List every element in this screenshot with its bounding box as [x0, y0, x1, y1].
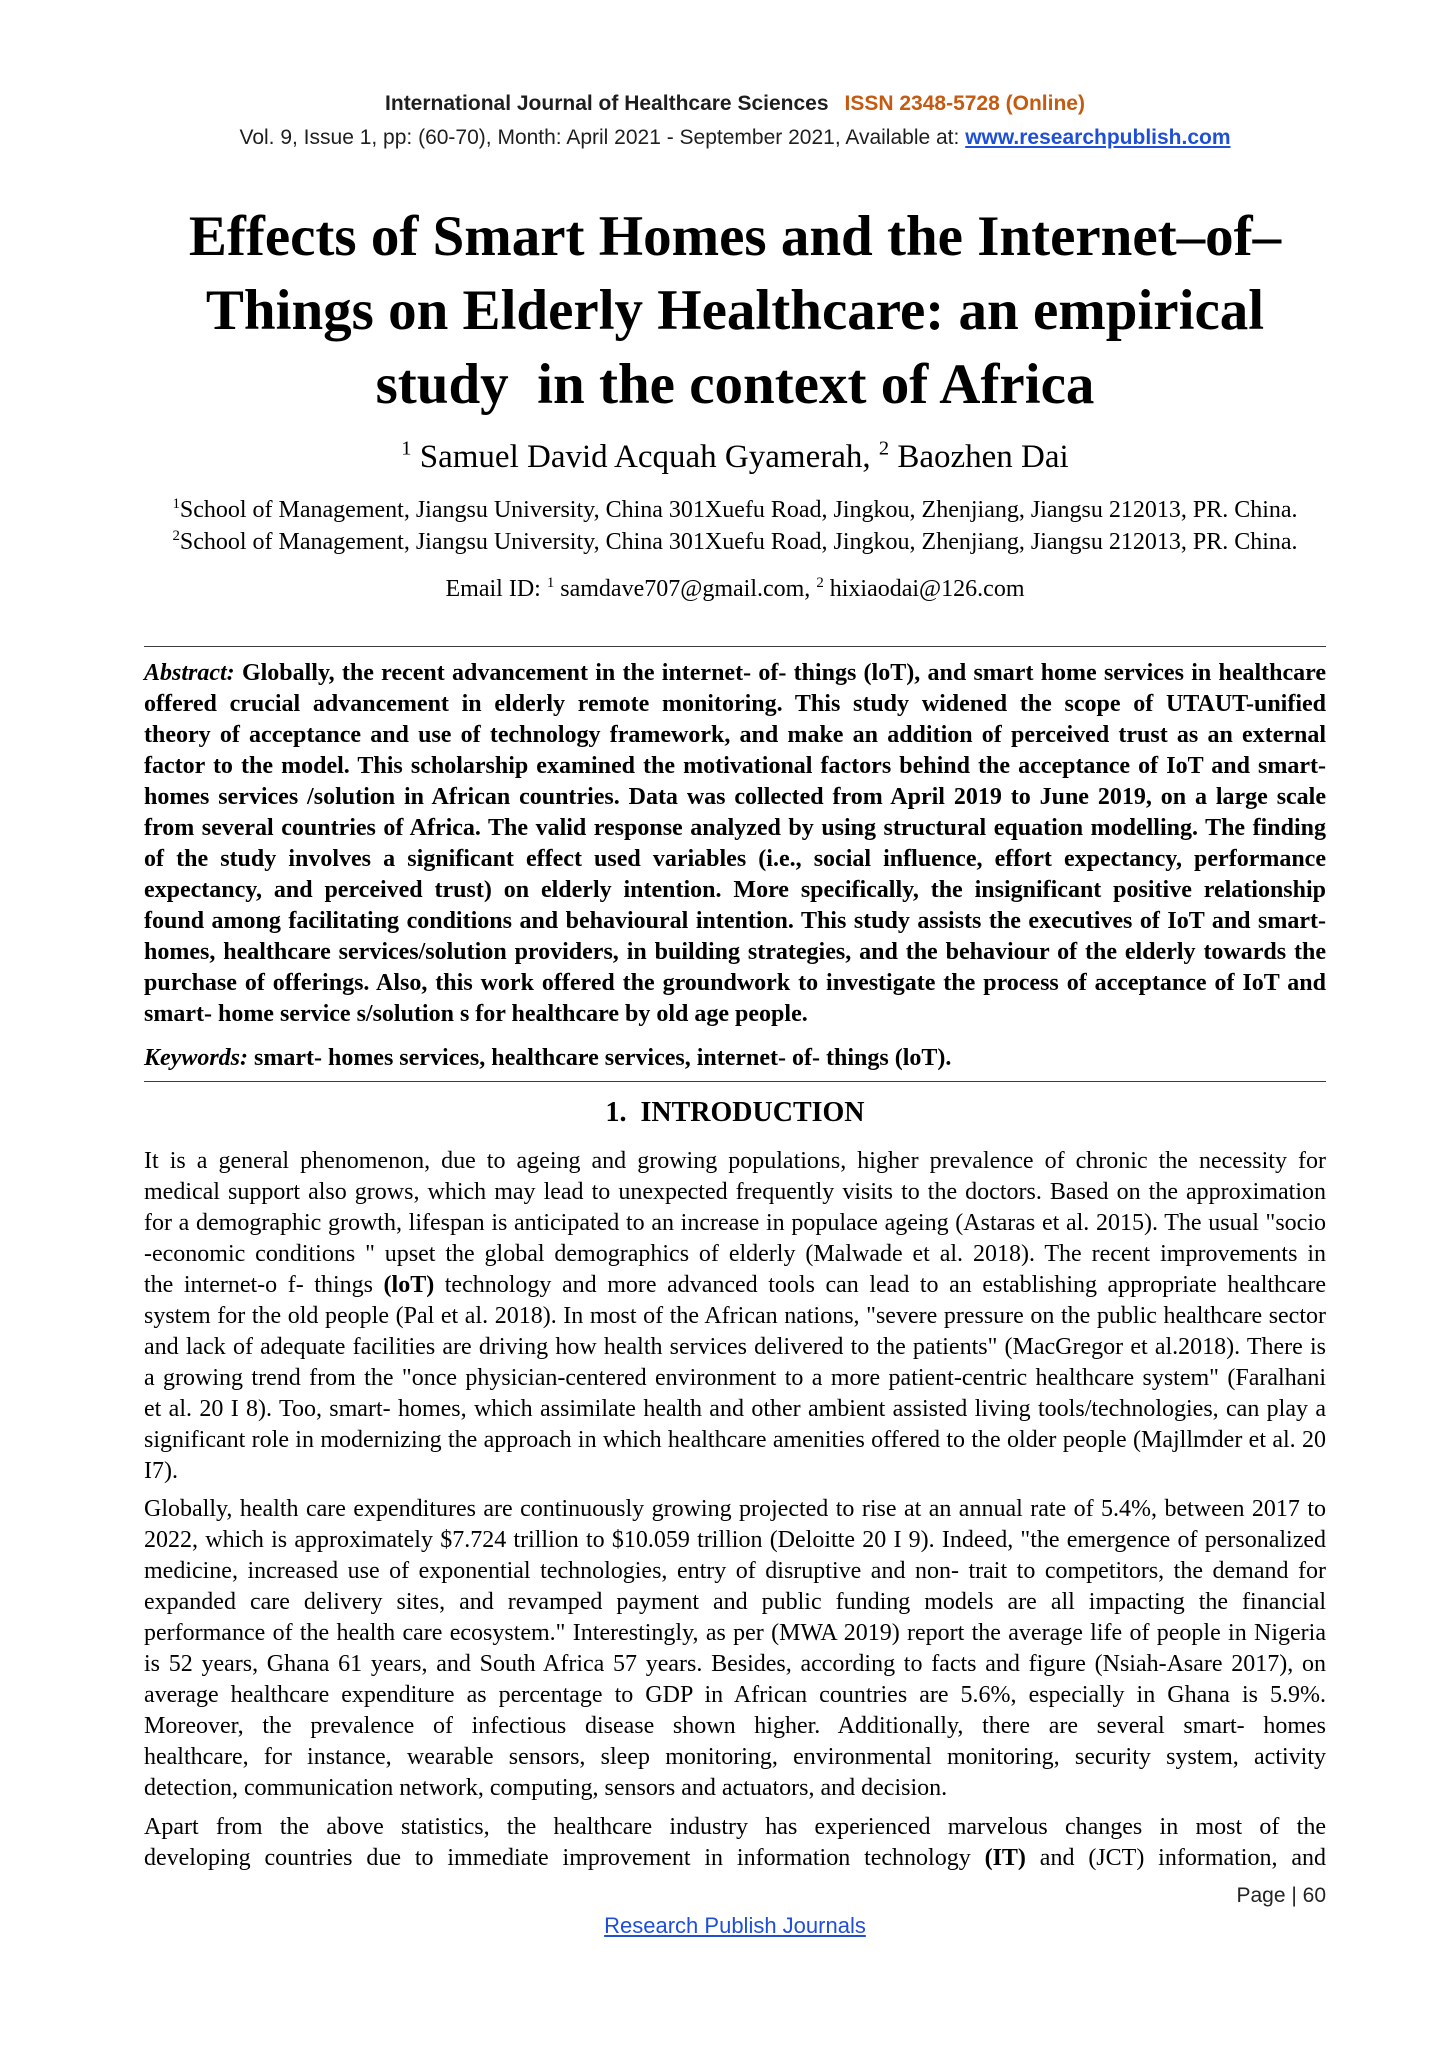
keywords-label: Keywords:: [144, 1045, 248, 1071]
issn: ISSN 2348-5728 (Online): [844, 92, 1085, 115]
body-text-line: I7).: [144, 1457, 178, 1484]
author-name: Baozhen Dai: [897, 439, 1069, 475]
author-list: [144, 437, 1326, 477]
page-number: Page | 60: [1236, 1884, 1326, 1907]
abstract-line: theory of acceptance and use of technology framework, and make an addition of perceived trust as an external: [144, 721, 1326, 748]
text-segment: and (JCT) information, and: [1025, 1844, 1326, 1871]
journal-name: International Journal of Healthcare Sciences: [385, 92, 829, 115]
affiliation-text: School of Management, Jiangsu University, China 301Xuefu Road, Jingkou, Zhenjiang, Jiangsu 212013, PR. China.: [179, 529, 1298, 555]
abstract-label: Abstract:: [144, 659, 235, 686]
paper-title: [144, 200, 1326, 422]
abstract-line: expectancy, and perceived trust) on elderly intention. More specifically, the insignificant positive relationship: [144, 876, 1326, 903]
text-segment: developing countries due to immediate improvement in information technology: [144, 1844, 985, 1871]
journal-website-link[interactable]: www.researchpublish.com: [965, 126, 1231, 149]
email-address: hixiaodai@126.com: [829, 576, 1025, 602]
abstract-line: from several countries of Africa. The valid response analyzed by using structural equation modelling. The finding: [144, 814, 1326, 841]
body-text-line: Globally, health care expenditures are continuously growing projected to rise at an annual rate of 5.4%, between 2017 to: [144, 1495, 1326, 1522]
body-text-line: medical support also grows, which may lead to unexpected frequently visits to the doctors. Based on the approximation: [144, 1178, 1326, 1205]
body-text-line: detection, communication network, computing, sensors and actuators, and decision.: [144, 1774, 948, 1801]
publisher-link[interactable]: Research Publish Journals: [604, 1913, 866, 1938]
abstract-line: of the study involves a significant effect used variables (i.e., social influence, effort expectancy, performance: [144, 845, 1326, 872]
body-text-line: for a demographic growth, lifespan is anticipated to an increase in populace ageing (Astaras et al. 2015). The usual "socio: [144, 1209, 1326, 1236]
abstract-line: factor to the model. This scholarship examined the motivational factors behind the acceptance of IoT and smart-: [144, 752, 1326, 779]
paper-title-line: study in the context of Africa: [375, 353, 1095, 416]
body-text-line: average healthcare expenditure as percentage to GDP in African countries are 5.6%, especially in Ghana is 5.9%.: [144, 1681, 1326, 1708]
volume-info: Vol. 9, Issue 1, pp: (60-70), Month: April 2021 - September 2021, Available at:: [239, 126, 960, 149]
email-label: Email ID:: [445, 576, 541, 602]
author-name: Samuel David Acquah Gyamerah,: [419, 439, 871, 475]
body-text-line: [144, 1843, 1326, 1874]
body-text-line: and lack of adequate facilities are driving how health services delivered to the patients" (MacGregor et al.2018). There is: [144, 1333, 1326, 1360]
body-text-line: healthcare, for instance, wearable sensors, sleep monitoring, environmental monitoring, security system, activity: [144, 1743, 1326, 1770]
affiliation-marker: 2: [172, 528, 180, 545]
header-journal-line: [144, 87, 1326, 121]
body-text-line: [144, 1270, 1326, 1301]
body-text-line: Moreover, the prevalence of infectious disease shown higher. Additionally, there are several smart- homes: [144, 1712, 1326, 1739]
paper-title-line: Things on Elderly Healthcare: an empirical: [205, 279, 1265, 342]
abstract: [144, 658, 1326, 1030]
body-text-line: medicine, increased use of exponential technologies, entry of disruptive and non- trait to competitors, the demand for: [144, 1557, 1326, 1584]
abstract-line: purchase of offerings. Also, this work offered the groundwork to investigate the process of acceptance of IoT and: [144, 969, 1326, 996]
body-text-line: system for the old people (Pal et al. 2018). In most of the African nations, "severe pressure on the public healthcare sector: [144, 1302, 1326, 1329]
keywords: [144, 1043, 1326, 1074]
text-segment: the internet-o f- things: [144, 1271, 384, 1298]
body-text-line: a growing trend from the "once physician-centered environment to a more patient-centric healthcare system" (Faralhani: [144, 1364, 1326, 1391]
body-text-line: is 52 years, Ghana 61 years, and South Africa 57 years. Besides, according to facts and figure (Nsiah-Asare 2017), on: [144, 1650, 1326, 1677]
email-line: [144, 573, 1326, 605]
abstract-line: homes services /solution in African countries. Data was collected from April 2019 to June 2019, on a large scale: [144, 783, 1326, 810]
affiliation: [144, 526, 1326, 558]
author-marker: 2: [878, 437, 890, 460]
body-text-line: 2022, which is approximately $7.724 trillion to $10.059 trillion (Deloitte 20 I 9). Indeed, "the emergence of personalized: [144, 1526, 1326, 1553]
body-text-line: It is a general phenomenon, due to ageing and growing populations, higher prevalence of chronic the necessity for: [144, 1147, 1326, 1174]
paper-title-line: Effects of Smart Homes and the Internet–of–: [188, 205, 1282, 268]
abstract-line: homes, healthcare services/solution providers, in building strategies, and the behaviour of the elderly towards the: [144, 938, 1326, 965]
keywords-text: smart- homes services, healthcare services, internet- of- things (loT).: [254, 1045, 952, 1071]
body-text-line: significant role in modernizing the approach in which healthcare amenities offered to the older people (Majllmder et al. 20: [144, 1426, 1326, 1453]
intro-paragraph-3: [144, 1812, 1326, 1874]
abstract-line: [144, 658, 1326, 689]
footer: [144, 1910, 1326, 1942]
body-text-line: performance of the health care ecosystem." Interestingly, as per (MWA 2019) report the average life of people in Nigeria: [144, 1619, 1326, 1646]
email-address: samdave707@gmail.com,: [560, 576, 811, 602]
affiliations: [144, 494, 1326, 558]
author-marker: 1: [401, 437, 412, 460]
abstract-line: found among facilitating conditions and behavioural intention. This study assists the executives of IoT and smart-: [144, 907, 1326, 934]
body-text-line: Apart from the above statistics, the healthcare industry has experienced marvelous changes in most of the: [144, 1813, 1326, 1840]
bold-text-segment: (loT): [383, 1271, 435, 1298]
journal-header: [144, 87, 1326, 155]
abstract-line: offered crucial advancement in elderly remote monitoring. This study widened the scope of UTAUT-unified: [144, 690, 1326, 717]
intro-paragraph-1: [144, 1146, 1326, 1487]
section-heading: 1. INTRODUCTION: [605, 1097, 865, 1128]
abstract-text: Globally, the recent advancement in the internet- of- things (loT), and smart home services in healthcare: [241, 659, 1327, 686]
header-volume-line: [144, 121, 1326, 155]
text-segment: technology and more advanced tools can lead to an establishing appropriate healthcare: [434, 1271, 1326, 1298]
body-text-line: et al. 20 I 8). Too, smart- homes, which assimilate health and other ambient assisted living tools/technologies, can play a: [144, 1395, 1326, 1422]
affiliation: [144, 494, 1326, 526]
body-text-line: -economic conditions " upset the global demographics of elderly (Malwade et al. 2018). The recent improvements in: [144, 1240, 1326, 1267]
abstract-line: smart- home service s/solution s for healthcare by old age people.: [144, 1000, 808, 1027]
divider-rule: [144, 1081, 1326, 1082]
email-marker: 1: [546, 575, 555, 592]
email-marker: 2: [816, 575, 824, 592]
affiliation-marker: 1: [172, 496, 180, 513]
body-text-line: expanded care delivery sites, and revamped payment and public funding models are all impacting the financial: [144, 1588, 1326, 1615]
affiliation-text: School of Management, Jiangsu University, China 301Xuefu Road, Jingkou, Zhenjiang, Jiangsu 212013, PR. China.: [179, 497, 1298, 523]
divider-rule: [144, 646, 1326, 647]
bold-text-segment: (IT): [984, 1844, 1026, 1871]
intro-paragraph-2: [144, 1494, 1326, 1804]
